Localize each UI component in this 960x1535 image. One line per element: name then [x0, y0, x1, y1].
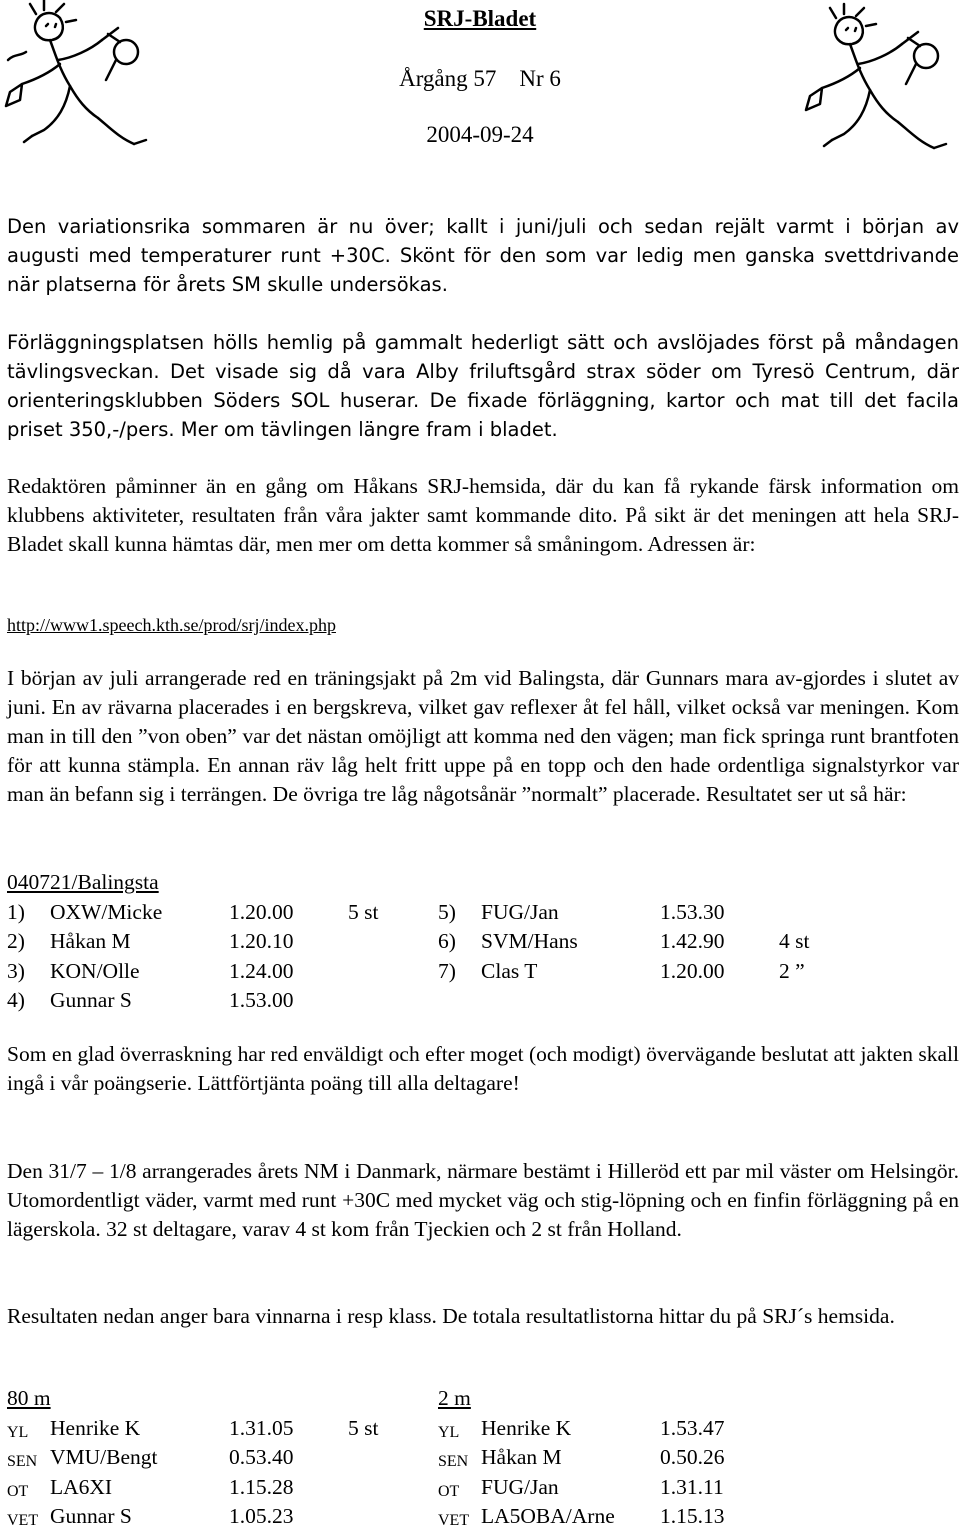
nm-2m-heading: 2 m: [438, 1386, 471, 1410]
table-row: [438, 1502, 858, 1532]
result-rank: 3): [7, 958, 25, 983]
result-rank: 4): [7, 988, 25, 1012]
paragraph-surprise: Som en glad överraskning har red enväldigt och efter moget (och modigt) övervägande beslutat att jakten skall ingå i vår poängserie. Lättförtjänta poäng till alla deltagare!: [7, 1042, 959, 1095]
result-time: 1.20.10: [229, 929, 294, 953]
nm-results-80m: [7, 1384, 427, 1532]
result-name: Henrike K: [481, 1415, 572, 1440]
result-name: Clas T: [481, 958, 538, 983]
result-name: Gunnar S: [50, 988, 132, 1012]
result-time: 1.31.11: [660, 1474, 724, 1499]
table-row: [438, 1414, 858, 1444]
result-time: 1.31.05: [229, 1415, 294, 1440]
result-name: Gunnar S: [50, 1504, 132, 1528]
result-name: Håkan M: [481, 1445, 562, 1469]
result-time: 1.53.30: [660, 899, 725, 924]
table-row: [438, 1443, 858, 1473]
result-time: 1.53.00: [229, 988, 294, 1012]
result-cls: SEN: [438, 1453, 469, 1470]
table-row: [7, 1414, 427, 1444]
result-rank: 1): [7, 899, 25, 924]
result-name: KON/Olle: [50, 958, 140, 983]
nm-80m-heading: 80 m: [7, 1386, 51, 1410]
result-time: 1.05.23: [229, 1504, 294, 1528]
result-note: 5 st: [348, 1415, 379, 1440]
result-time: 1.53.47: [660, 1415, 725, 1440]
result-cls: OT: [7, 1482, 29, 1500]
result-name: VMU/Bengt: [50, 1445, 158, 1469]
result-time: 1.20.00: [660, 958, 725, 983]
issue-number: Årgång 57 Nr 6: [399, 66, 561, 91]
masthead: [0, 0, 960, 170]
result-rank: 5): [438, 899, 456, 924]
result-cls: SEN: [7, 1453, 38, 1470]
balingsta-results: [7, 868, 907, 1016]
balingsta-heading: 040721/Balingsta: [7, 870, 159, 894]
result-name: OXW/Micke: [50, 899, 163, 924]
result-rank: 6): [438, 929, 456, 953]
result-name: LA5OBA/Arne: [481, 1504, 615, 1528]
table-row: [7, 1473, 427, 1503]
result-cls: OT: [438, 1482, 460, 1500]
result-name: LA6XI: [50, 1474, 113, 1499]
table-row: [7, 1502, 427, 1532]
table-row: [7, 986, 907, 1016]
table-row: [7, 957, 907, 987]
issue-date: 2004-09-24: [426, 122, 534, 147]
result-rank: 2): [7, 929, 25, 953]
result-cls: VET: [438, 1512, 470, 1529]
result-time: 1.15.28: [229, 1474, 294, 1499]
paragraph-results-note: Resultaten nedan anger bara vinnarna i resp klass. De totala resultatlistorna hittar du på SRJ´s hemsida.: [7, 1304, 895, 1328]
result-rank: 7): [438, 958, 456, 983]
paragraph-nm-denmark: Den 31/7 – 1/8 arrangerades årets NM i Danmark, närmare bestämt i Hilleröd ett par mil väster om Helsingör. Utomordentligt väder, varmt med runt +30C med mycket väg och stig-löpning och en finfin förläggning på en lägerskola. 32 st deltagare, varav 4 st kom från Tjeckien och 2 st från Holland.: [7, 1159, 959, 1241]
table-row: [7, 927, 907, 957]
result-name: FUG/Jan: [481, 899, 559, 924]
nm-results-2m: [438, 1384, 858, 1532]
paragraph-website: Redaktören påminner än en gång om Håkans SRJ-hemsida, där du kan få rykande färsk information om klubbens aktiviteter, resultaten från våra jakter samt kommande dito. På sikt är det meningen att hela SRJ-Bladet skall kunna hämtas där, men mer om detta kommer så småningom. Adressen är:: [7, 474, 959, 556]
result-cls: YL: [438, 1423, 460, 1441]
result-note: 5 st: [348, 899, 379, 924]
result-cls: VET: [7, 1512, 39, 1529]
result-name: Henrike K: [50, 1415, 141, 1440]
table-row: [7, 898, 907, 928]
result-name: FUG/Jan: [481, 1474, 559, 1499]
table-row: [7, 1443, 427, 1473]
result-time: 0.53.40: [229, 1445, 294, 1469]
result-name: SVM/Hans: [481, 929, 578, 953]
paragraph-training-hunt: I början av juli arrangerade red en träningsjakt på 2m vid Balingsta, där Gunnars mara av-gjordes i slutet av juni. En av rävarna placerades i en bergskreva, vilket gav reflexer åt fel håll, vilket också var meningen. Kom man in till den ”von oben” var det nästan omöjligt att komma ned den vägen; man fick springa runt brantfoten för att kunna stämpla. En annan räv låg helt fritt uppe på en topp och den hade ordentliga signalstyrkor var man än befann sig i terrängen. De övriga tre låg någotsånär ”normalt” placerade. Resultatet ser ut så här:: [7, 666, 959, 806]
result-cls: YL: [7, 1423, 29, 1441]
result-note: 4 st: [779, 929, 810, 953]
result-time: 1.42.90: [660, 929, 725, 953]
paragraph-summer: Den variationsrika sommaren är nu över; kallt i juni/juli och sedan rejält varmt i början av augusti med temperaturer runt +30C. Skönt för den som var ledig men ganska svettdrivande när platserna för årets SM skulle undersökas.: [7, 215, 959, 296]
paragraph-accommodation: Förläggningsplatsen hölls hemlig på gammalt hederligt sätt och avslöjades först på måndagen tävlingsveckan. Det visade sig då vara Alby friluftsgård strax söder om Tyresö Centrum, där orienteringsklubben Söders SOL huserar. De fixade förläggning, kartor och mat till det facila priset 350,-/pers. Mer om tävlingen längre fram i bladet.: [7, 331, 959, 441]
newsletter-title: SRJ-Bladet: [423, 6, 537, 31]
result-time: 1.20.00: [229, 899, 294, 924]
website-link[interactable]: http://www1.speech.kth.se/prod/srj/index.php: [7, 615, 336, 635]
table-row: [438, 1473, 858, 1503]
result-name: Håkan M: [50, 929, 131, 953]
result-note: 2 ”: [779, 958, 805, 983]
result-time: 1.24.00: [229, 958, 294, 983]
result-time: 0.50.26: [660, 1445, 725, 1469]
result-time: 1.15.13: [660, 1504, 725, 1528]
